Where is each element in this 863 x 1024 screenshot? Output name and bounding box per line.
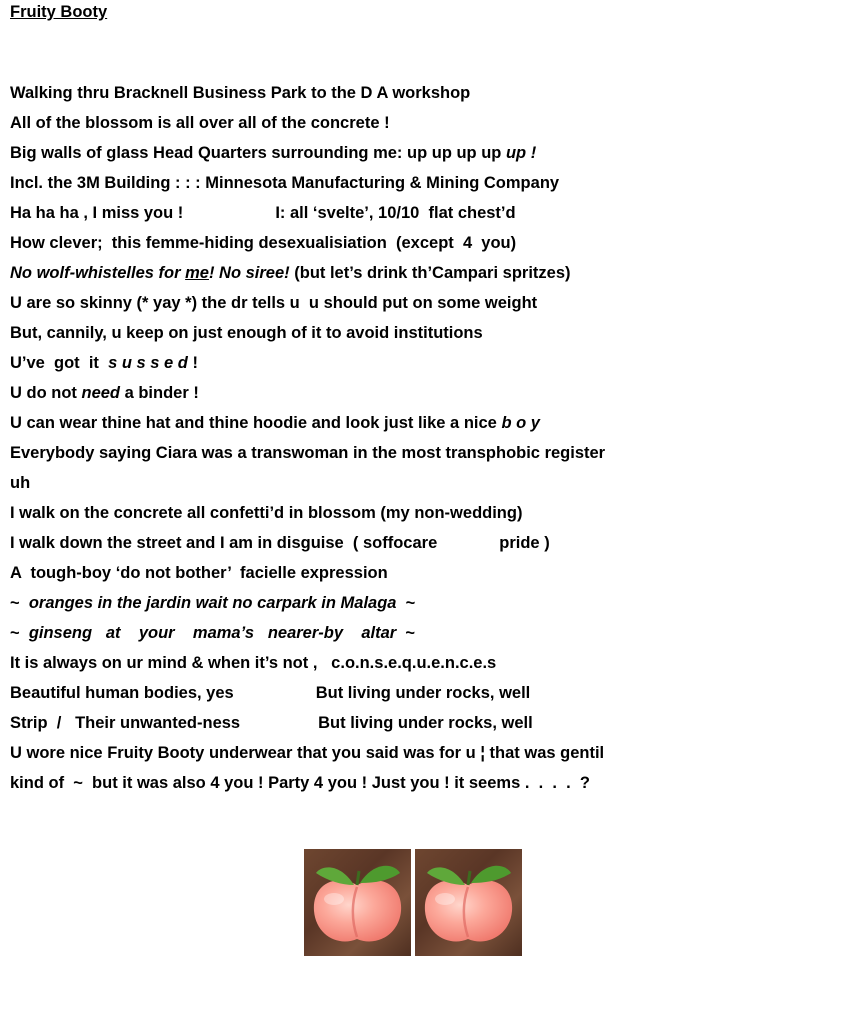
poem-line-7-underlined: me xyxy=(185,264,209,282)
poem-line-2: All of the blossom is all over all of the concrete ! xyxy=(10,114,390,132)
peach-icon xyxy=(415,849,522,956)
poem-line-8: U are so skinny (* yay *) the dr tells u u should put on some weight xyxy=(10,294,538,312)
poem-line-1: Walking thru Bracknell Business Park to the D A workshop xyxy=(10,84,471,102)
poem-line-24: kind of ~ but it was also 4 you ! Party 4 you ! Just you ! it seems . . . . ? xyxy=(10,774,590,792)
page-title: Fruity Booty xyxy=(10,3,108,21)
poem-line-12 xyxy=(10,413,605,443)
poem xyxy=(10,83,605,803)
poem-line-10-emphasis: s u s s e d xyxy=(108,354,188,372)
poem-line-22 xyxy=(10,713,605,743)
poem-line-19-tilde-left: ~ xyxy=(10,624,29,642)
poem-line-11-emphasis: need xyxy=(81,384,120,402)
poem-line-18 xyxy=(10,593,605,623)
poem-line-3 xyxy=(10,143,605,173)
poem-line-11 xyxy=(10,383,605,413)
poem-line-18-tilde-right: ~ xyxy=(396,594,416,612)
poem-line-10 xyxy=(10,353,605,383)
poem-line-3-text: Big walls of glass Head Quarters surrounding me: up up up up xyxy=(10,144,506,162)
poem-line-23: U wore nice Fruity Booty underwear that you said was for u ¦ that was gentil xyxy=(10,744,605,762)
poem-line-10-end: ! xyxy=(187,354,198,372)
poem-line-5-left: Ha ha ha , I miss you ! xyxy=(10,204,184,222)
poem-line-13: Everybody saying Ciara was a transwoman in the most transphobic register xyxy=(10,444,606,462)
poem-line-10-text: U’ve got it xyxy=(10,354,109,372)
poem-line-19-italic: ginseng at your mama’s nearer-by altar xyxy=(28,624,397,642)
poem-line-4: Incl. the 3M Building : : : Minnesota Manufacturing & Mining Company xyxy=(10,174,560,192)
poem-line-16 xyxy=(10,533,605,563)
poem-line-7-text: (but let’s drink th’Campari spritzes) xyxy=(289,264,571,282)
poem-line-18-tilde-left: ~ xyxy=(10,594,29,612)
poem-line-16-left: I walk down the street and I am in disguise ( soffocare xyxy=(10,534,438,552)
poem-line-20: It is always on ur mind & when it’s not , c.o.n.s.e.q.u.e.n.c.e.s xyxy=(10,654,497,672)
poem-line-6: How clever; this femme-hiding desexualisiation (except 4 you) xyxy=(10,234,517,252)
poem-line-12-emphasis: b o y xyxy=(501,414,540,432)
poem-line-16-right: pride ) xyxy=(499,534,550,552)
poem-line-22-right: But living under rocks, well xyxy=(318,714,533,732)
poem-line-17: A tough-boy ‘do not bother’ facielle expression xyxy=(10,564,388,582)
poem-line-22-left: Strip / Their unwanted-ness xyxy=(10,714,241,732)
poem-line-7-italic-b: ! No siree! xyxy=(208,264,290,282)
poem-line-18-italic: oranges in the jardin wait no carpark in Malaga xyxy=(28,594,397,612)
poem-line-19 xyxy=(10,623,605,653)
poem-line-3-emphasis: up ! xyxy=(505,144,537,162)
poem-line-19-tilde-right: ~ xyxy=(396,624,416,642)
poem-line-11-end: a binder ! xyxy=(120,384,199,402)
poem-line-11-text: U do not xyxy=(10,384,82,402)
poem-line-5-right: I: all ‘svelte’, 10/10 flat chest’d xyxy=(275,204,516,222)
peach-icon xyxy=(304,849,411,956)
peach-images xyxy=(304,849,522,956)
poem-line-15: I walk on the concrete all confetti’d in blossom (my non-wedding) xyxy=(10,504,523,522)
poem-line-5 xyxy=(10,203,605,233)
poem-line-9: But, cannily, u keep on just enough of it to avoid institutions xyxy=(10,324,483,342)
poem-line-21 xyxy=(10,683,605,713)
poem-line-21-left: Beautiful human bodies, yes xyxy=(10,684,234,702)
poem-line-12-text: U can wear thine hat and thine hoodie and look just like a nice xyxy=(10,414,502,432)
poem-line-21-right: But living under rocks, well xyxy=(315,684,531,702)
poem-line-14: uh xyxy=(10,474,31,492)
poem-line-7 xyxy=(10,263,605,293)
poem-line-7-italic-a: No wolf-whistelles for xyxy=(10,264,186,282)
